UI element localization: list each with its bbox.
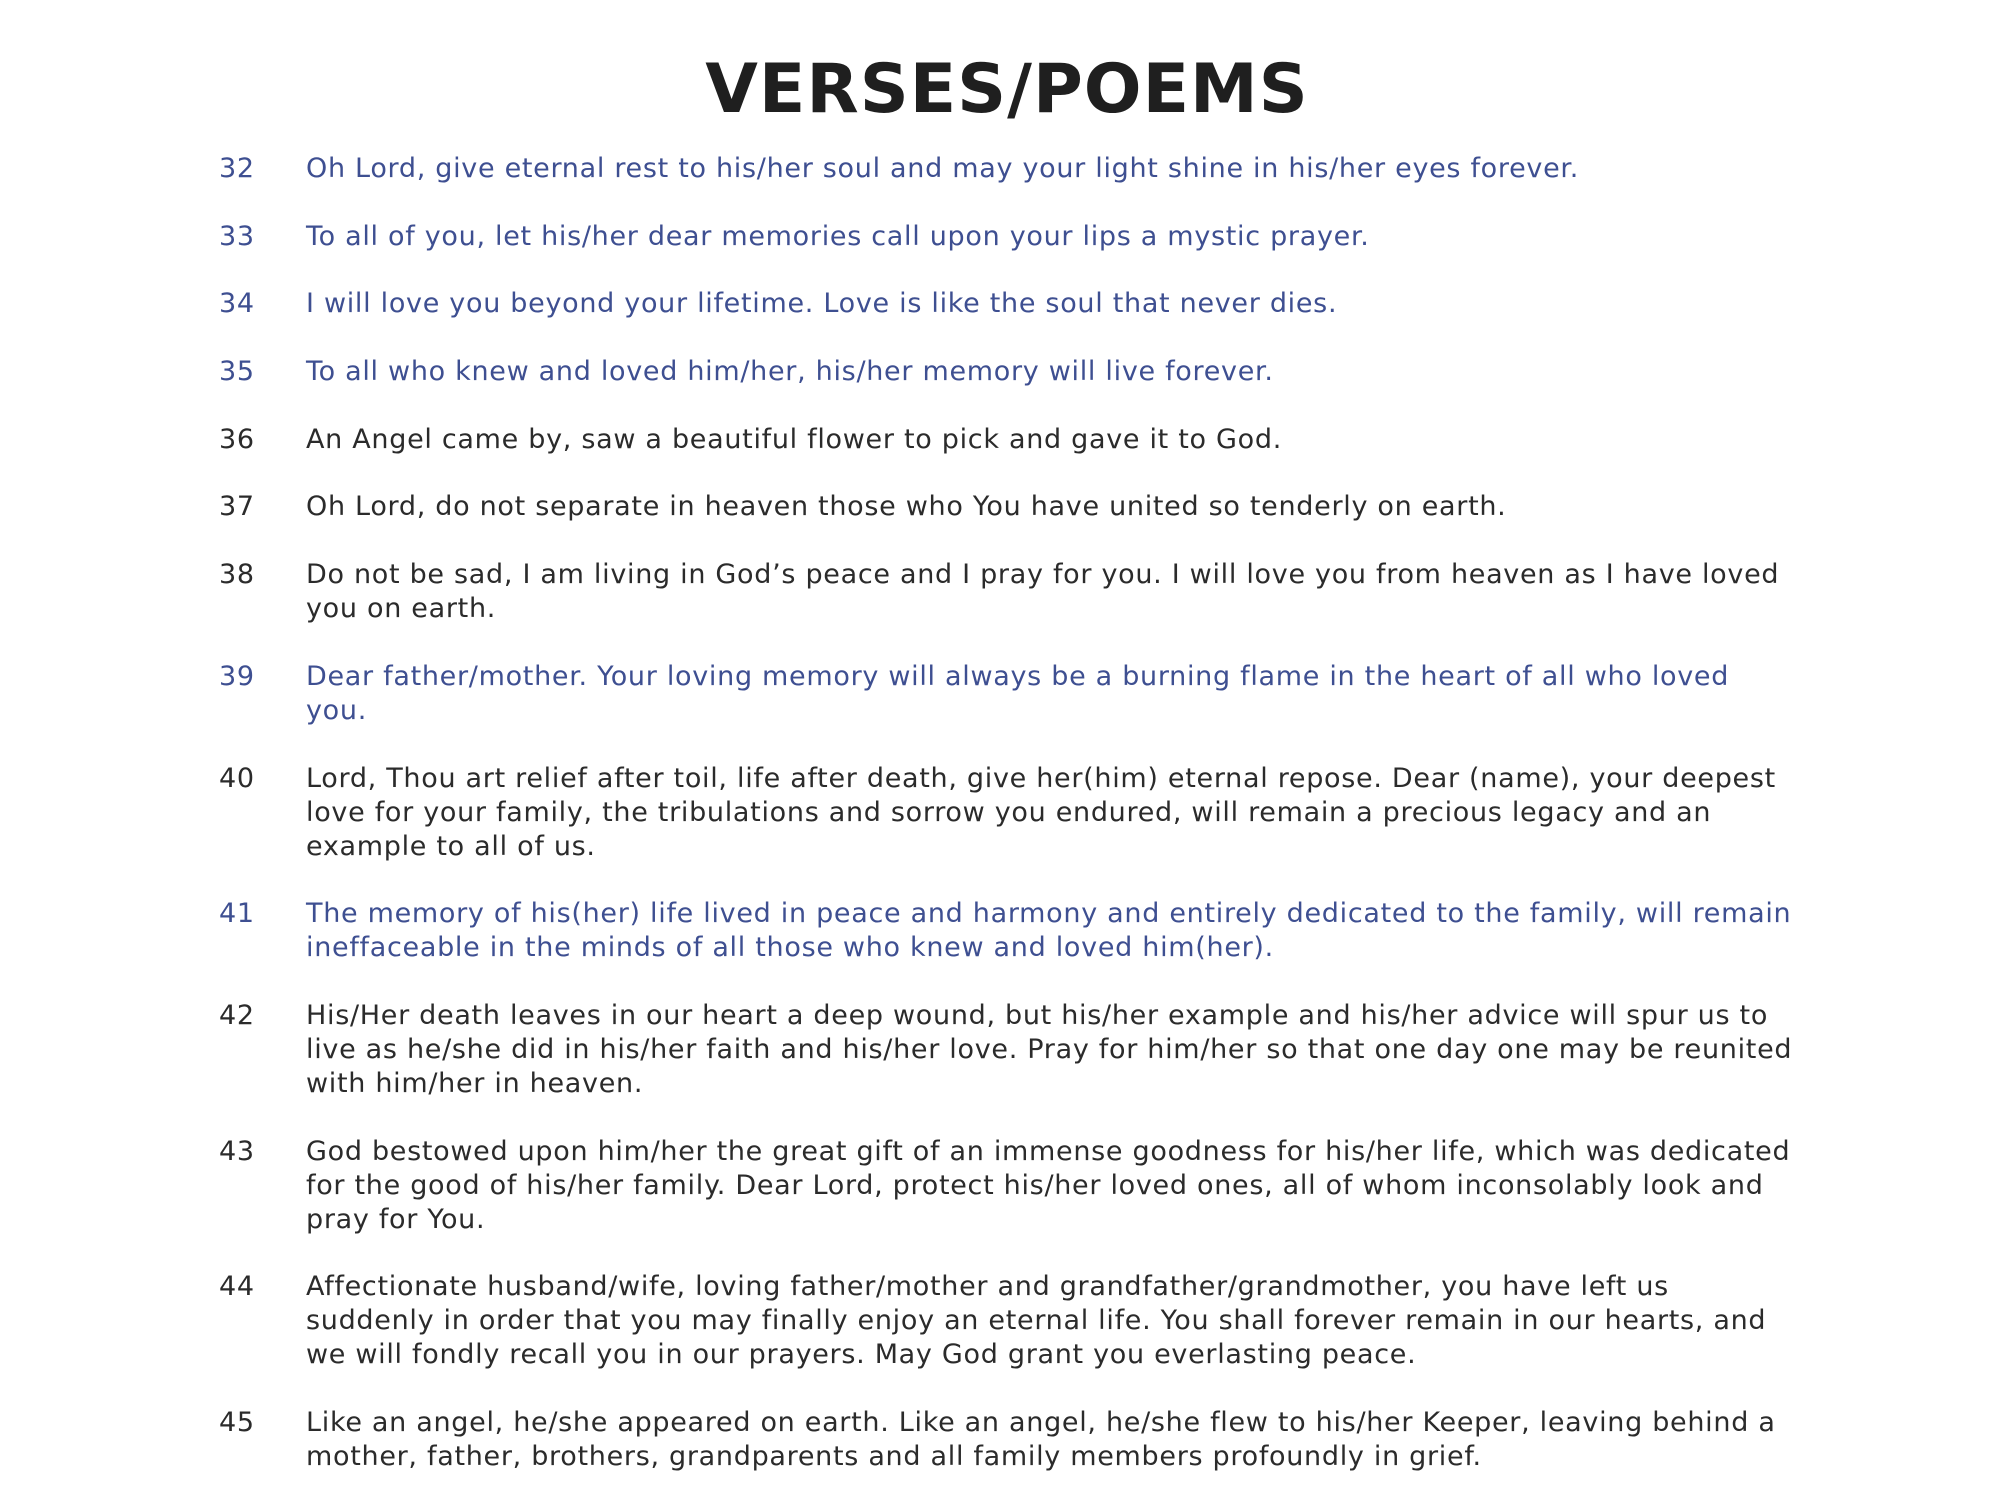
verse-number: 40 (219, 762, 255, 794)
verse-item (0, 1406, 2000, 1474)
verse-text: Like an angel, he/she appeared on earth. Like an angel, he/she flew to his/her Keeper, leaving behind a mother, father, brothers, grandparents and all family members profoundly in grief. (306, 1406, 1776, 1472)
verse-item (0, 287, 2000, 321)
verse-text: Affectionate husband/wife, loving father/mother and grandfather/grandmother, you have left us suddenly in order that you may finally enjoy an eternal life. You shall forever remain in our hearts, and we will fondly recall you in our prayers. May God grant you everlasting peace. (306, 1271, 1767, 1371)
verse-number: 37 (219, 491, 255, 523)
verse-number: 43 (219, 1135, 255, 1167)
verse-item (0, 999, 2000, 1101)
verse-text: God bestowed upon him/her the great gift of an immense goodness for his/her life, which was dedicated for the good of his/her family. Dear Lord, protect his/her loved ones, all of whom inconsolably look and pray for You. (306, 1135, 1791, 1235)
verse-text: To all who knew and loved him/her, his/her memory will live forever. (306, 356, 1274, 388)
verse-item (0, 423, 2000, 457)
verse-number: 38 (219, 559, 255, 591)
page-title: VERSES/POEMS (705, 50, 1309, 129)
verse-item (0, 152, 2000, 186)
verse-item (0, 897, 2000, 965)
verse-number: 45 (219, 1406, 255, 1438)
verse-item (0, 490, 2000, 524)
verse-text: Oh Lord, give eternal rest to his/her soul and may your light shine in his/her eyes forever. (306, 153, 1580, 184)
verse-item (0, 355, 2000, 389)
verse-text: The memory of his(her) life lived in peace and harmony and entirely dedicated to the family, will remain ineffaceable in the minds of all those who knew and loved him(her). (306, 898, 1792, 964)
verse-text: Lord, Thou art relief after toil, life after death, give her(him) eternal repose. Dear (name), your deepest love for your family, the tribulations and sorrow you endured, will remain a precious legacy and an example to all of us. (306, 762, 1776, 862)
verse-number: 42 (219, 999, 255, 1031)
verse-item (0, 762, 2000, 864)
verse-list (0, 152, 2000, 1508)
verse-text: I will love you beyond your lifetime. Love is like the soul that never dies. (306, 288, 1338, 320)
verse-number: 35 (219, 356, 255, 388)
verse-text: Dear father/mother. Your loving memory will always be a burning flame in the heart of all who loved you. (306, 660, 1730, 726)
verse-item (0, 220, 2000, 254)
verse-number: 41 (219, 898, 255, 930)
verse-item (0, 1270, 2000, 1372)
verse-item (0, 1135, 2000, 1237)
verse-text: To all of you, let his/her dear memories call upon your lips a mystic prayer. (306, 220, 1370, 252)
verse-text: His/Her death leaves in our heart a deep wound, but his/her example and his/her advice will spur us to live as he/she did in his/her faith and his/her love. Pray for him/her so that one day one may be reunited with him/her in heaven. (306, 999, 1793, 1099)
verse-text: An Angel came by, saw a beautiful flower to pick and gave it to God. (306, 423, 1283, 455)
verse-number: 39 (219, 660, 255, 692)
verse-item (0, 558, 2000, 626)
verse-number: 33 (219, 220, 255, 252)
verse-number: 34 (219, 288, 255, 320)
verse-number: 44 (219, 1271, 255, 1303)
verse-number: 32 (219, 153, 255, 184)
verse-text: Oh Lord, do not separate in heaven those who You have united so tenderly on earth. (306, 491, 1507, 523)
verse-text: Do not be sad, I am living in God’s peace and I pray for you. I will love you from heaven as I have loved you on earth. (306, 559, 1780, 625)
verse-item (0, 660, 2000, 728)
verse-number: 36 (219, 423, 255, 455)
